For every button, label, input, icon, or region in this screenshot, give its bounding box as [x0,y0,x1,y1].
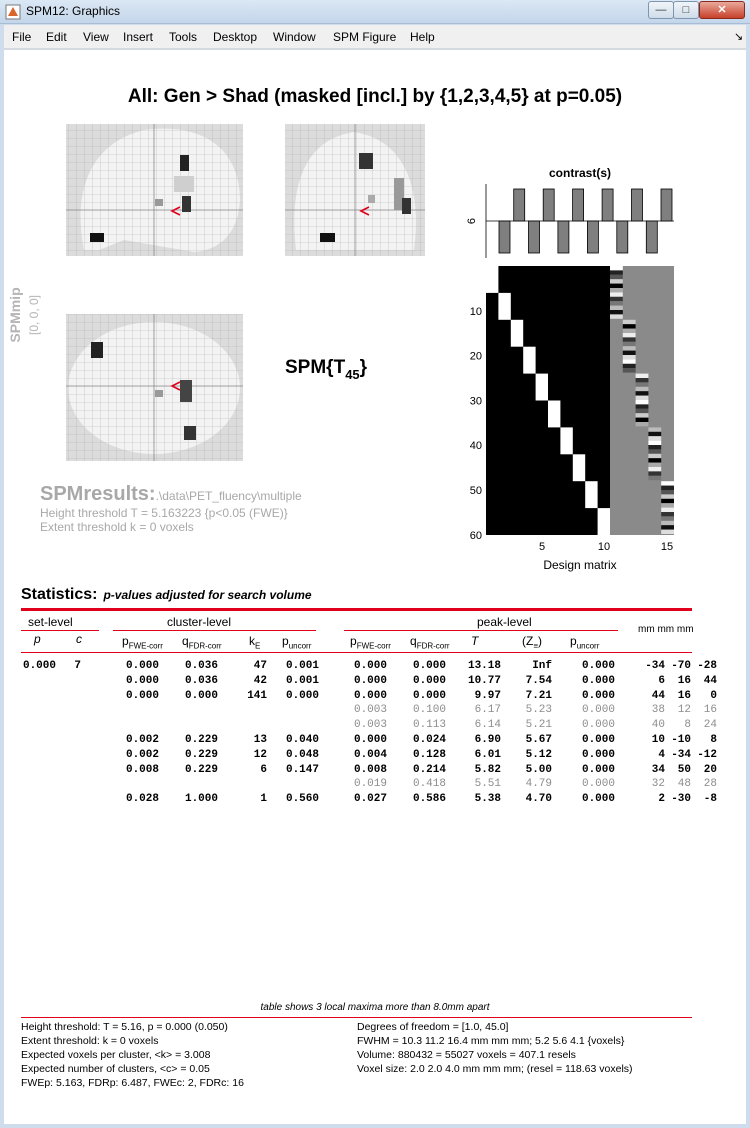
cell-z: 24 [703,719,717,732]
cell-x: 6 [658,674,665,687]
cell-pk-pu: 0.000 [581,704,615,717]
stat-df: 45 [345,367,360,382]
design-matrix-covariate-cell [623,337,636,341]
cell-cl-p: 0.002 [125,734,159,746]
design-matrix-cell [548,401,560,428]
cell-pk-t: 6.17 [474,704,501,717]
contrast-bar [499,221,510,253]
cell-cl-q: 1.000 [184,793,218,806]
design-matrix-covariate-cell [636,387,649,391]
design-matrix-cell [511,320,523,347]
cell-pk-t: 10.77 [467,674,501,687]
cell-pk-p: 0.003 [353,719,387,732]
cell-cl-p: 0.000 [125,689,159,702]
results-extent-threshold: Extent threshold k = 0 voxels [40,520,194,534]
col-peak-z-tail: ) [538,634,542,648]
design-matrix-covariate-cell [636,391,649,395]
cell-cl-k: 6 [260,763,267,776]
design-matrix-cell [498,293,510,320]
cell-pk-pu: 0.000 [581,660,615,672]
design-matrix-covariate-cell [623,364,636,368]
footer-expected-clusters: Expected number of clusters, <c> = 0.05 [21,1063,210,1075]
design-matrix-covariate-cell [623,342,636,346]
cell-cl-q: 0.229 [184,734,218,746]
mip-coords: [0, 0, 0] [27,294,41,336]
col-peak-pfwe-main: p [350,634,357,648]
cell-pk-z: 4.70 [525,793,552,806]
cell-pk-p: 0.000 [353,734,387,746]
col-cluster-pfwe-main: p [122,634,129,648]
spm-results-info [40,483,302,534]
cell-y: -34 [671,748,691,761]
cell-z: 20 [703,763,717,776]
cell-y: 50 [677,763,691,776]
mip-axial [66,314,243,461]
contrast-bar [646,221,657,253]
statistics-header-rule [21,652,692,653]
rule-cluster-level [113,630,316,631]
col-cluster-punc-sub: uncorr [288,641,312,651]
cell-cl-q: 0.036 [184,674,218,687]
cell-pk-p: 0.008 [353,763,387,776]
design-matrix-covariate-cell [648,463,661,467]
design-matrix-covariate-cell [610,301,623,305]
svg-text:Design matrix [543,558,616,572]
design-matrix-col-tick: 5 [538,541,546,553]
contrast-value: 6 [466,217,478,225]
design-matrix-covariate-cell [636,396,649,400]
cell-x: 34 [651,763,665,776]
statistics-subtitle: p-values adjusted for search volume [103,588,312,602]
cell-y: -10 [671,734,691,746]
menu-view[interactable]: View [83,30,109,44]
design-matrix-covariate-cell [610,314,623,318]
design-matrix-covariate-cell [661,481,674,485]
design-matrix-cell [560,427,572,454]
design-matrix [470,266,674,572]
design-matrix-covariate-cell [610,297,623,301]
cell-cl-k: 1 [260,793,267,806]
contrast-title: contrast(s) [548,166,612,180]
title-bar [0,0,750,24]
cell-pk-t: 6.14 [474,719,501,732]
col-cluster-qfdr [182,634,222,650]
design-matrix-cell [486,266,498,293]
menu-window[interactable]: Window [273,30,316,44]
cell-cl-k: 42 [253,674,267,687]
cell-set-p: 0.000 [22,660,56,672]
cell-x: 32 [651,778,665,791]
design-matrix-covariate-cell [661,503,674,507]
design-matrix-covariate-cell [661,512,674,516]
results-path: .\data\PET_fluency\multiple [155,489,302,503]
design-matrix-covariate-cell [623,351,636,355]
stat-close: } [359,357,368,378]
design-matrix-covariate-cell [636,413,649,417]
cell-pk-q: 0.128 [412,748,446,761]
cell-pk-pu: 0.000 [581,748,615,761]
contrast-bar [573,189,584,221]
cell-cl-pu: 0.001 [285,660,319,672]
design-matrix-covariate-cell [623,346,636,350]
cell-x: 2 [658,793,665,806]
design-matrix-covariate-cell [636,400,649,404]
cell-y: 16 [677,689,691,702]
design-matrix-covariate-cell [648,445,661,449]
design-matrix-row-tick: 30 [469,395,482,408]
col-peak-punc-main: p [570,634,577,648]
cell-pk-pu: 0.000 [581,689,615,702]
cell-pk-t: 6.01 [474,748,501,761]
cell-y: 16 [677,674,691,687]
group-mm-coords: mm mm mm [638,624,694,635]
cell-pk-z: 5.12 [525,748,552,761]
svg-text:SPM{T45} [285,357,368,382]
design-matrix-cell [585,481,597,508]
menu-bar [4,25,746,49]
contrast-bar [543,189,554,221]
contrast-bar [632,189,643,221]
design-matrix-row-tick: 60 [469,529,482,542]
col-set-c: c [76,632,82,646]
cell-x: 10 [651,734,665,746]
design-matrix-covariate-cell [623,359,636,363]
design-matrix-covariate-cell [648,432,661,436]
cell-x: 44 [651,689,665,702]
cell-cl-p: 0.000 [125,674,159,687]
design-matrix-covariate-cell [661,494,674,498]
design-matrix-covariate-cell [648,436,661,440]
design-matrix-covariate-cell [648,467,661,471]
design-matrix-covariate-cell [610,284,623,288]
cell-pk-t: 9.97 [474,689,501,702]
design-matrix-cell [523,347,535,374]
statistics-red-rule [21,608,692,611]
contrast-bar [529,221,540,253]
cell-cl-q: 0.000 [184,689,218,702]
col-peak-punc [570,634,599,650]
cell-cl-p: 0.002 [125,748,159,761]
cell-cl-k: 13 [253,734,267,746]
cell-pk-q: 0.000 [412,689,446,702]
cell-pk-t: 5.51 [474,778,501,791]
design-matrix-col-tick: 10 [597,541,611,553]
design-matrix-row-tick: 10 [469,305,482,318]
col-peak-z [522,634,542,650]
cell-cl-p: 0.028 [125,793,159,806]
cell-pk-q: 0.586 [412,793,446,806]
design-matrix-covariate-cell [623,368,636,372]
design-matrix-covariate-cell [661,521,674,525]
cell-cl-pu: 0.147 [285,763,319,776]
col-peak-qfdr-main: q [410,634,417,648]
cell-pk-z: 5.67 [525,734,552,746]
cell-pk-pu: 0.000 [581,674,615,687]
cell-cl-k: 12 [253,748,267,761]
design-matrix-covariate-cell [661,490,674,494]
design-matrix-covariate-cell [661,530,674,534]
footer-fwe-fdr: FWEp: 5.163, FDRp: 6.487, FWEc: 2, FDRc: 16 [21,1077,244,1089]
cell-x: 38 [651,704,665,717]
cell-pk-pu: 0.000 [581,763,615,776]
cell-y: -70 [671,660,691,672]
stat-label: SPM{T [285,357,346,378]
cell-pk-p: 0.027 [353,793,387,806]
cell-pk-pu: 0.000 [581,778,615,791]
menu-insert[interactable]: Insert [123,30,154,44]
cell-pk-q: 0.113 [412,719,446,732]
cell-x: 4 [658,748,665,761]
cell-y: 12 [677,704,691,717]
cell-pk-p: 0.000 [353,689,387,702]
design-matrix-covariate-cell [648,458,661,462]
design-matrix-covariate-cell [648,471,661,475]
cell-pk-q: 0.100 [412,704,446,717]
design-matrix-title: Design matrix [543,558,617,572]
design-matrix-covariate-cell [636,378,649,382]
col-cluster-pfwe [122,634,163,650]
cell-pk-q: 0.418 [412,778,446,791]
design-matrix-row-tick: 40 [469,440,482,453]
design-matrix-covariate-cell [623,355,636,359]
cell-pk-q: 0.024 [412,734,446,746]
cell-y: -30 [671,793,691,806]
col-cluster-ke-sub: E [255,641,261,651]
mip-coronal [285,124,425,256]
contrast-bar [602,189,613,221]
cell-z: 0 [710,689,717,702]
cell-cl-k: 47 [253,660,267,672]
col-peak-punc-sub: uncorr [576,641,600,651]
menu-file[interactable]: File [12,30,32,44]
cell-y: 48 [677,778,691,791]
cell-pk-z: Inf [532,660,552,672]
col-cluster-qfdr-sub: FDR-corr [188,641,222,651]
cell-pk-t: 13.18 [467,660,501,672]
design-matrix-cell [573,454,585,481]
svg-text:contrast(s) [549,166,611,180]
matlab-app-icon [5,4,21,20]
contrast-bar [587,221,598,253]
design-matrix-covariate-cell [610,279,623,283]
col-peak-qfdr [410,634,450,650]
cell-z: 16 [703,704,717,717]
contrast-bar [558,221,569,253]
group-set-level: set-level [28,615,73,629]
cell-pk-z: 5.00 [525,763,552,776]
col-peak-pfwe [350,634,391,650]
design-matrix-covariate-cell [661,525,674,529]
cell-pk-t: 5.82 [474,763,501,776]
cell-pk-z: 7.21 [525,689,552,702]
cell-pk-z: 7.54 [525,674,552,687]
svg-text:[0, 0, 0] [27,295,41,335]
cell-pk-t: 5.38 [474,793,501,806]
footer-voxel-size: Voxel size: 2.0 2.0 4.0 mm mm mm; (resel = 118.63 voxels) [357,1063,633,1075]
cell-cl-p: 0.008 [125,763,159,776]
design-matrix-covariate-cell [636,409,649,413]
design-matrix-covariate-cell [648,449,661,453]
close-button[interactable]: ✕ [699,1,745,19]
cell-pk-p: 0.004 [353,748,387,761]
dock-arrow-icon[interactable]: ↘ [734,31,744,43]
cell-z: 28 [703,778,717,791]
figure-graphics [4,50,746,572]
col-set-p: p [34,632,41,646]
cell-cl-q: 0.036 [184,660,218,672]
design-matrix-covariate-cell [610,292,623,296]
contrast-bar [617,221,628,253]
design-matrix-covariate-cell [648,441,661,445]
footer-height-threshold: Height threshold: T = 5.16, p = 0.000 (0.050) [21,1021,228,1033]
design-matrix-row-tick: 50 [469,485,482,497]
cell-pk-p: 0.000 [353,674,387,687]
menu-tools[interactable]: Tools [169,30,198,44]
footer-expected-voxels: Expected voxels per cluster, <k> = 3.008 [21,1049,211,1061]
mip-sagittal [66,124,243,256]
col-peak-qfdr-sub: FDR-corr [416,641,450,651]
menu-edit[interactable]: Edit [46,30,67,44]
statistics-title: Statistics: [21,586,98,603]
design-matrix-covariate-cell [648,427,661,431]
cell-pk-q: 0.000 [412,674,446,687]
cell-pk-z: 5.23 [525,704,552,717]
footer-note: table shows 3 local maxima more than 8.0mm apart [260,1002,490,1013]
design-matrix-covariate-cell [610,275,623,279]
design-matrix-covariate-cell [636,374,649,378]
results-height-threshold: Height threshold T = 5.163223 {p<0.05 (FWE)} [40,506,288,520]
col-cluster-ke-main: k [249,634,255,648]
design-matrix-covariate-cell [661,508,674,512]
cell-pk-p: 0.003 [353,704,387,717]
design-matrix-covariate-cell [661,499,674,503]
cell-z: 44 [703,674,717,687]
col-cluster-pfwe-sub: FWE-corr [128,641,163,651]
cell-z: 8 [710,734,717,746]
cell-pk-t: 6.90 [474,734,501,746]
cell-cl-pu: 0.000 [285,689,319,702]
footer-extent-threshold: Extent threshold: k = 0 voxels [21,1035,159,1047]
design-matrix-covariate-cell [636,404,649,408]
rule-peak-level [344,630,618,631]
cell-pk-q: 0.000 [412,660,446,672]
cell-pk-pu: 0.000 [581,734,615,746]
contrast-bar [661,189,672,221]
svg-text:6 [466,218,478,224]
footer-fwhm: FWHM = 10.3 11.2 16.4 mm mm mm; 5.2 5.6 4.1 {voxels} [357,1035,625,1047]
design-matrix-covariate-cell [610,310,623,314]
menu-spm-figure[interactable]: SPM Figure [333,30,397,44]
col-cluster-qfdr-main: q [182,634,189,648]
figure-title: All: Gen > Shad (masked [incl.] by {1,2,3,4,5} at p=0.05) [127,86,623,107]
design-matrix-covariate-cell [610,306,623,310]
cell-pk-z: 4.79 [525,778,552,791]
window-title: SPM12: Graphics [26,4,121,18]
col-cluster-punc-main: p [282,634,289,648]
design-matrix-covariate-cell [623,320,636,324]
design-matrix-covariate-cell [661,486,674,490]
cell-cl-pu: 0.040 [285,734,319,746]
design-matrix-covariate-cell [623,324,636,328]
cell-cl-q: 0.229 [184,763,218,776]
col-peak-z-main: (Z [522,634,534,648]
cell-y: 8 [684,719,691,732]
design-matrix-cell [598,508,610,535]
design-matrix-covariate-cell [636,382,649,386]
cell-pk-pu: 0.000 [581,719,615,732]
cell-pk-p: 0.000 [353,660,387,672]
col-peak-t: T [471,634,479,648]
cell-cl-k: 141 [247,689,267,702]
design-matrix-covariate-cell [623,329,636,333]
cell-z: -12 [697,748,717,761]
cell-pk-pu: 0.000 [581,793,615,806]
design-matrix-covariate-cell [648,454,661,458]
menu-help[interactable]: Help [410,30,435,44]
cell-z: -8 [703,793,717,806]
design-matrix-covariate-cell [623,333,636,337]
cell-x: -34 [645,660,665,672]
design-matrix-col-tick: 15 [660,541,674,553]
design-matrix-row-tick: 20 [469,350,482,363]
design-matrix-covariate-cell [648,476,661,480]
design-matrix-covariate-cell [610,270,623,274]
group-cluster-level: cluster-level [167,615,232,629]
svg-text:SPMmip [7,287,23,342]
results-head: SPMresults: [40,483,156,505]
cell-cl-pu: 0.560 [285,793,319,806]
contrast-bar [514,189,525,221]
footer-volume: Volume: 880432 = 55027 voxels = 407.1 resels [357,1049,576,1061]
cell-pk-z: 5.21 [525,719,552,732]
cell-x: 40 [651,719,665,732]
design-matrix-covariate-cell [636,418,649,422]
statistics-header [21,586,312,604]
cell-set-c: 7 [74,660,81,672]
design-matrix-covariate-cell [636,422,649,426]
maximize-button[interactable]: □ [673,1,699,19]
cell-cl-pu: 0.001 [285,674,319,687]
design-matrix-cell [536,374,548,401]
col-peak-z-sub: ≡ [533,641,538,651]
design-matrix-covariate-cell [610,288,623,292]
minimize-button[interactable]: — [648,1,674,19]
menu-desktop[interactable]: Desktop [213,30,258,44]
rule-set-level [21,630,99,631]
cell-pk-p: 0.019 [353,778,387,791]
cell-pk-q: 0.214 [412,763,446,776]
footer-degrees-freedom: Degrees of freedom = [1.0, 45.0] [357,1021,509,1033]
cell-cl-pu: 0.048 [285,748,319,761]
cell-z: -28 [697,660,717,672]
cell-cl-q: 0.229 [184,748,218,761]
col-peak-pfwe-sub: FWE-corr [356,641,391,651]
design-matrix-covariate-cell [610,266,623,270]
footer-rule [21,1017,692,1018]
mip-label: SPMmip [7,287,23,343]
figure-canvas [4,50,746,1124]
design-matrix-covariate-cell [661,516,674,520]
col-cluster-punc [282,634,311,650]
group-peak-level: peak-level [477,615,532,629]
col-cluster-ke [249,634,260,650]
contrast-plot [466,166,674,258]
cell-cl-p: 0.000 [125,660,159,672]
